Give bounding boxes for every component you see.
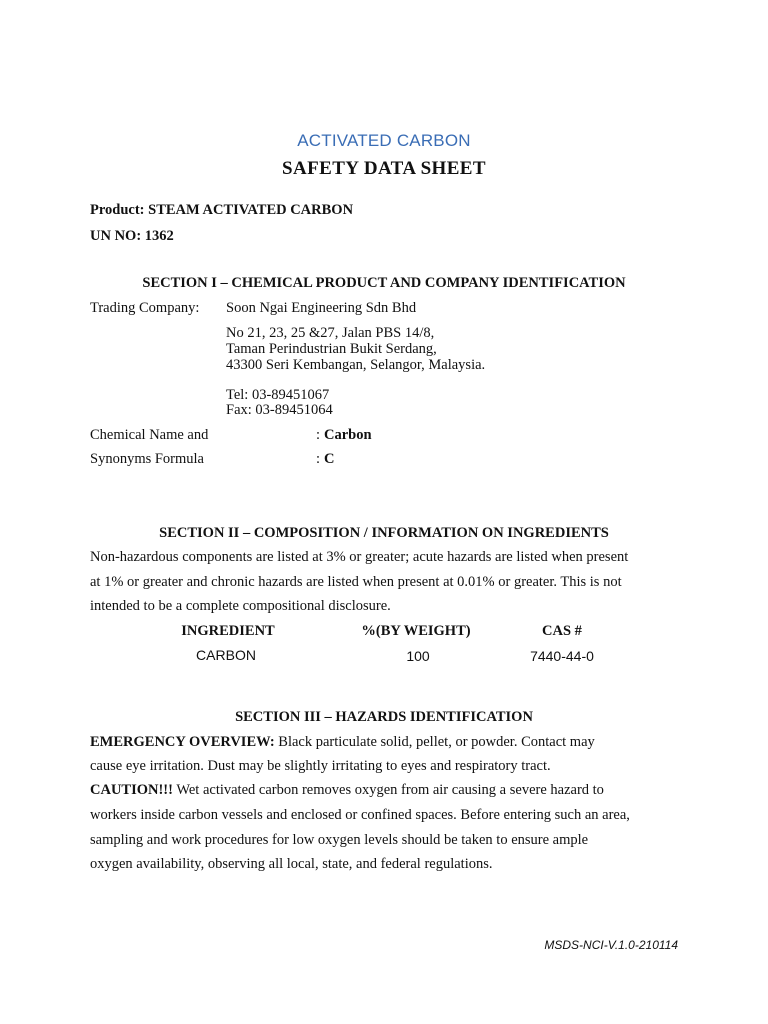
document-subtitle: ACTIVATED CARBON — [297, 131, 471, 150]
table-cell-cas: 7440-44-0 — [530, 648, 594, 664]
emergency-overview-text: Black particulate solid, pellet, or powder. Contact may — [274, 734, 595, 750]
composition-paragraph-line: at 1% or greater and chronic hazards are listed when present at 0.01% or greater. This is not — [90, 574, 622, 590]
synonyms-formula-value: C — [324, 451, 335, 467]
caution-text: Wet activated carbon removes oxygen from air causing a severe hazard to — [172, 782, 604, 798]
caution-line — [90, 782, 604, 799]
product-line: Product: STEAM ACTIVATED CARBON — [90, 202, 354, 218]
company-name: Soon Ngai Engineering Sdn Bhd — [226, 300, 417, 316]
chemical-name-value: Carbon — [324, 427, 372, 443]
emergency-overview-line — [90, 734, 595, 751]
emergency-overview-line: cause eye irritation. Dust may be slightly irritating to eyes and respiratory tract. — [90, 758, 551, 774]
table-header-ingredient: INGREDIENT — [181, 623, 275, 639]
chemical-name-colon: : — [316, 427, 321, 443]
caution-line: oxygen availability, observing all local, state, and federal regulations. — [90, 856, 493, 872]
emergency-overview-label: EMERGENCY OVERVIEW: — [90, 734, 275, 750]
document-title: SAFETY DATA SHEET — [282, 158, 486, 179]
address-line: 43300 Seri Kembangan, Selangor, Malaysia. — [226, 357, 486, 373]
table-header-weight: %(BY WEIGHT) — [361, 623, 471, 639]
synonyms-formula-label: Synonyms Formula — [90, 451, 204, 467]
trading-company-label: Trading Company: — [90, 300, 200, 316]
un-number: UN NO: 1362 — [90, 228, 174, 244]
fax: Fax: 03-89451064 — [226, 402, 333, 418]
telephone: Tel: 03-89451067 — [226, 387, 330, 403]
caution-line: sampling and work procedures for low oxygen levels should be taken to ensure ample — [90, 832, 589, 848]
section-3-heading: SECTION III – HAZARDS IDENTIFICATION — [235, 709, 533, 725]
synonyms-formula-colon: : — [316, 451, 321, 467]
composition-paragraph-line: Non-hazardous components are listed at 3% or greater; acute hazards are listed when present — [90, 549, 629, 565]
document-code: MSDS-NCI-V.1.0-210114 — [544, 938, 678, 952]
table-cell-ingredient: CARBON — [196, 647, 256, 663]
chemical-name-label: Chemical Name and — [90, 427, 209, 443]
section-1-heading: SECTION I – CHEMICAL PRODUCT AND COMPANY IDENTIFICATION — [142, 275, 626, 291]
composition-paragraph-line: intended to be a complete compositional disclosure. — [90, 598, 391, 614]
section-2-heading: SECTION II – COMPOSITION / INFORMATION ON INGREDIENTS — [159, 525, 609, 541]
address-line: Taman Perindustrian Bukit Serdang, — [226, 341, 437, 357]
table-header-cas: CAS # — [542, 623, 582, 639]
address-line: No 21, 23, 25 &27, Jalan PBS 14/8, — [226, 325, 435, 341]
table-cell-weight: 100 — [406, 648, 430, 664]
caution-label: CAUTION!!! — [90, 782, 173, 798]
caution-line: workers inside carbon vessels and enclosed or confined spaces. Before entering such an area, — [90, 807, 630, 823]
